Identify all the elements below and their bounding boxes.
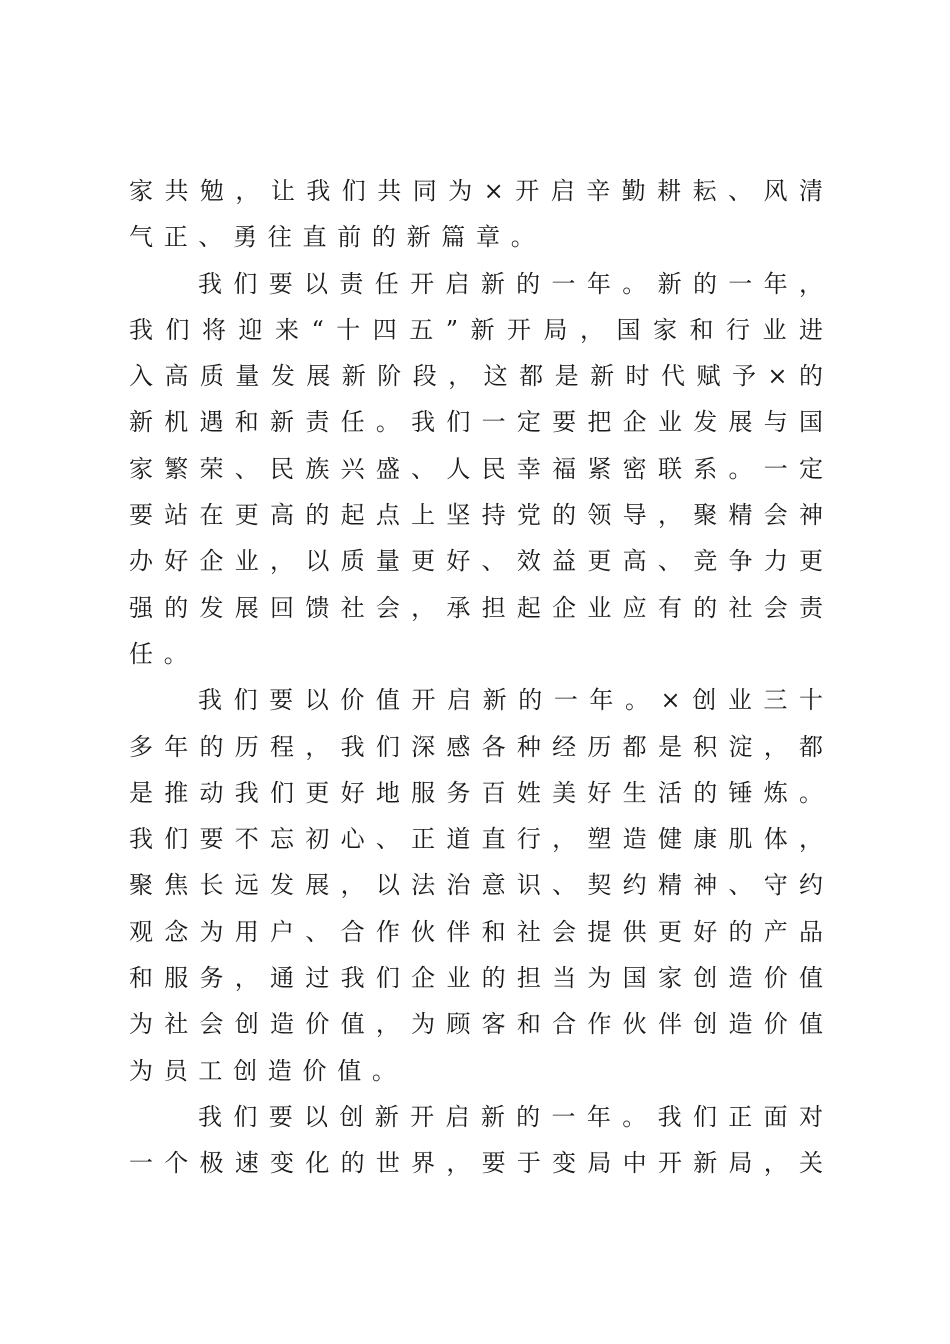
text-line: 办好企业，以质量更好、效益更高、竞争力更 bbox=[129, 547, 823, 576]
text-line: 一个极速变化的世界，要于变局中开新局，关 bbox=[129, 1149, 823, 1178]
text-line: 聚焦长远发展，以法治意识、契约精神、守约 bbox=[129, 871, 823, 900]
text-line: 新机遇和新责任。我们一定要把企业发展与国 bbox=[129, 408, 823, 437]
text-line: 我们要以价值开启新的一年。×创业三十 bbox=[198, 686, 823, 715]
text-line: 任。 bbox=[129, 639, 199, 668]
text-line: 我们将迎来“十四五”新开局，国家和行业进 bbox=[129, 315, 823, 344]
text-line: 我们要以责任开启新的一年。新的一年， bbox=[198, 269, 823, 298]
document-body bbox=[129, 168, 823, 1187]
text-line: 多年的历程，我们深感各种经历都是积淀，都 bbox=[129, 732, 823, 761]
text-line: 家共勉，让我们共同为×开启辛勤耕耘、风清 bbox=[129, 177, 823, 205]
paragraph bbox=[129, 168, 823, 261]
text-line: 和服务，通过我们企业的担当为国家创造价值 bbox=[129, 964, 823, 993]
text-line: 为员工创造价值。 bbox=[129, 1056, 407, 1085]
text-line: 为社会创造价值，为顾客和合作伙伴创造价值 bbox=[129, 1010, 823, 1039]
text-line: 我们要以创新开启新的一年。我们正面对 bbox=[198, 1102, 823, 1131]
text-line: 气正、勇往直前的新篇章。 bbox=[129, 223, 546, 252]
paragraph bbox=[129, 261, 823, 678]
text-line: 家繁荣、民族兴盛、人民幸福紧密联系。一定 bbox=[129, 454, 823, 483]
text-line: 要站在更高的起点上坚持党的领导，聚精会神 bbox=[129, 501, 823, 530]
text-line: 观念为用户、合作伙伴和社会提供更好的产品 bbox=[129, 917, 823, 946]
text-line: 我们要不忘初心、正道直行，塑造健康肌体， bbox=[129, 825, 823, 854]
text-line: 是推动我们更好地服务百姓美好生活的锤炼。 bbox=[129, 778, 823, 807]
text-line: 强的发展回馈社会，承担起企业应有的社会责 bbox=[129, 593, 823, 622]
paragraph bbox=[129, 1094, 823, 1187]
paragraph bbox=[129, 677, 823, 1094]
text-line: 入高质量发展新阶段，这都是新时代赋予×的 bbox=[129, 362, 823, 391]
